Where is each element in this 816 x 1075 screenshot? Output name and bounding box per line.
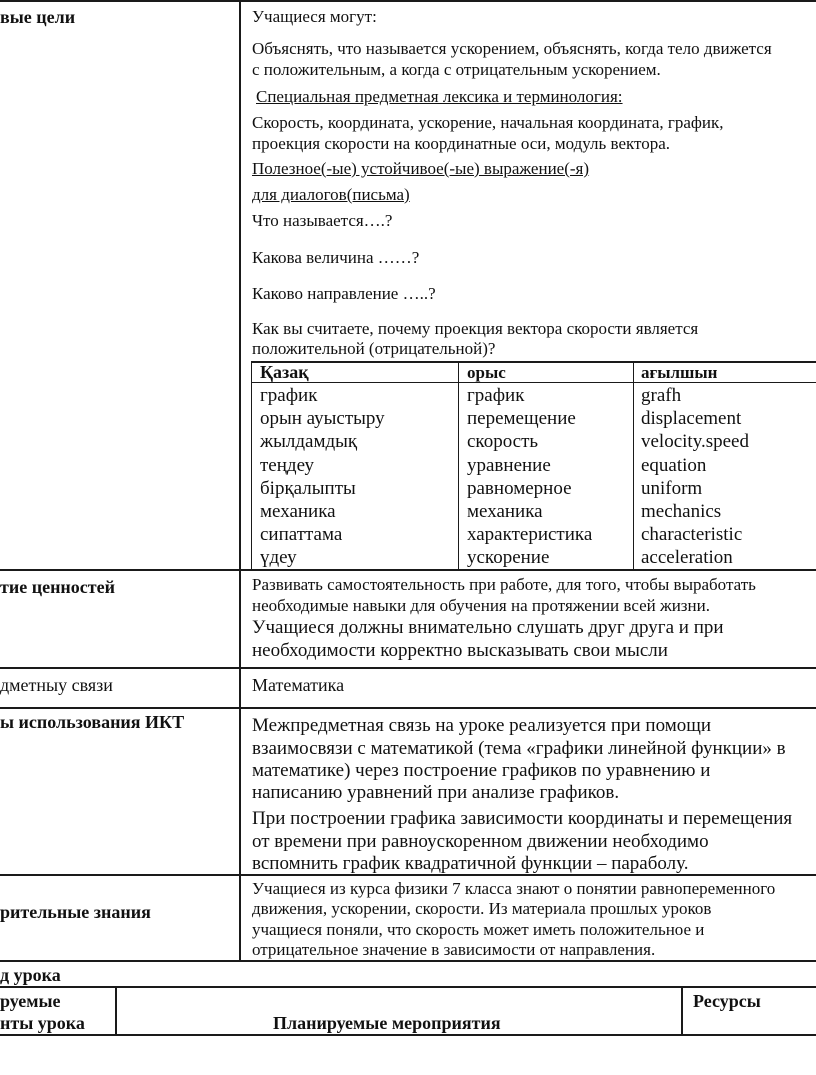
- vocab-cell: velocity.speed: [641, 431, 749, 453]
- rule-top: [0, 0, 816, 2]
- question-1: Что называется….?: [252, 211, 393, 230]
- goals-objective-line-2: с положительным, а когда с отрицательным ускорением.: [252, 60, 661, 79]
- vocab-cell: скорость: [467, 431, 539, 453]
- lexis-line-2: проекция скорости на координатные оси, модуль вектора.: [252, 134, 671, 153]
- vocab-cell: механика: [467, 500, 543, 522]
- prior-line-1: Учащиеся из курса физики 7 класса знают о понятии равнопеременного: [252, 879, 776, 898]
- vocab-header-english: ағылшын: [641, 363, 718, 382]
- ict-para2-line-1: При построении графика зависимости координаты и перемещения: [252, 808, 793, 829]
- question-long-line-2: положительной (отрицательной)?: [252, 339, 496, 358]
- prior-line-2: движения, ускорении, скорости. Из материала прошлых уроков: [252, 899, 712, 918]
- vocab-cell: equation: [641, 454, 707, 476]
- lesson-col3-header: Ресурсы: [693, 991, 761, 1011]
- question-long-line-1: Как вы считаете, почему проекция вектора скорости является: [252, 319, 699, 338]
- phrases-heading-1: Полезное(-ые) устойчивое(-ые) выражение(-я): [252, 159, 590, 178]
- vocab-rule-header: [251, 382, 816, 383]
- vocab-cell: uniform: [641, 477, 703, 499]
- ict-para1-line-2: взаимосвязи с математикой (тема «графики линейной функции» в: [252, 738, 786, 759]
- row-label-goals: вые цели: [0, 7, 76, 27]
- ict-para1-line-4: написанию уравнений при анализе графиков.: [252, 782, 620, 803]
- lexis-heading: Специальная предметная лексика и терминология:: [256, 87, 623, 106]
- lesson-col1-line-2: нты урока: [0, 1013, 85, 1033]
- vocab-cell: график: [260, 385, 318, 406]
- vocab-col-russian: [467, 384, 592, 570]
- vocab-rule-left: [251, 361, 252, 569]
- goals-objective-line-1: Объяснять, что называется ускорением, объяснять, когда тело движется: [252, 39, 772, 58]
- rule-lesson-top: [0, 986, 816, 988]
- vocab-cell: бірқалыпты: [260, 477, 356, 499]
- question-2: Какова величина ……?: [252, 248, 420, 267]
- vocab-col-kazakh: [260, 384, 385, 570]
- rule-row-ict: [0, 707, 816, 709]
- vocab-cell: сипаттама: [260, 524, 343, 546]
- vocab-cell: ускорение: [467, 547, 550, 569]
- vocab-cell: жылдамдық: [260, 431, 358, 453]
- rule-lesson-col2: [681, 986, 683, 1036]
- row-label-values: тие ценностей: [0, 577, 115, 597]
- values-line-1: Развивать самостоятельность при работе, для того, чтобы выработать: [252, 575, 756, 594]
- vocab-cell: mechanics: [641, 500, 722, 522]
- vocab-cell: уравнение: [467, 454, 551, 476]
- cross-text: Математика: [252, 675, 345, 695]
- values-line-4: необходимости корректно высказывать свои мысли: [252, 640, 668, 661]
- values-line-3: Учащиеся должны внимательно слушать друг друга и при: [252, 617, 724, 638]
- question-3: Каково направление …..?: [252, 284, 436, 303]
- vocab-header-russian: орыс: [467, 363, 506, 382]
- vocab-rule-mid1: [458, 361, 459, 569]
- prior-line-3: учащиеся поняли, что скорость может иметь положительное и: [252, 920, 705, 939]
- lexis-line-1: Скорость, координата, ускорение, начальная координата, график,: [252, 113, 724, 132]
- row-label-cross: дметныу связи: [0, 675, 113, 695]
- lesson-title: д урока: [0, 965, 61, 985]
- ict-para1-line-3: математике) через построение графиков по уравнению и: [252, 760, 711, 781]
- vocab-cell: grafh: [641, 385, 682, 406]
- vocab-cell: displacement: [641, 408, 742, 430]
- vocab-cell: график: [467, 385, 525, 406]
- vocab-cell: орын ауыстыру: [260, 408, 385, 430]
- rule-col-divider: [239, 0, 241, 962]
- ict-para1-line-1: Межпредметная связь на уроке реализуется при помощи: [252, 715, 712, 736]
- lesson-col1-line-1: руемые: [0, 991, 61, 1011]
- goals-intro: Учащиеся могут:: [252, 7, 377, 26]
- row-label-ict: ы использования ИКТ: [0, 712, 185, 732]
- vocab-rule-mid2: [633, 361, 634, 569]
- row-label-prior: рительные знания: [0, 902, 151, 922]
- vocab-cell: characteristic: [641, 524, 743, 546]
- vocab-cell: характеристика: [467, 524, 593, 546]
- vocab-cell: теңдеу: [260, 454, 315, 476]
- values-line-2: необходимые навыки для обучения на протяжении всей жизни.: [252, 596, 710, 615]
- vocab-cell: механика: [260, 500, 336, 522]
- vocab-col-english: [641, 384, 749, 570]
- vocab-cell: перемещение: [467, 408, 576, 430]
- phrases-heading-2: для диалогов(письма): [252, 185, 410, 204]
- lesson-col2-header: Планируемые мероприятия: [273, 1013, 501, 1033]
- rule-lesson-col1: [115, 986, 117, 1036]
- vocab-rule-top: [251, 361, 816, 363]
- rule-row-cross: [0, 667, 816, 669]
- prior-line-4: отрицательное значение в зависимости от направления.: [252, 940, 656, 959]
- ict-para2-line-3: вспомнить график квадратичной функции – параболу.: [252, 853, 689, 874]
- vocab-cell: үдеу: [260, 547, 297, 569]
- vocab-cell: равномерное: [467, 477, 572, 499]
- vocab-cell: acceleration: [641, 547, 733, 569]
- vocab-header-kazakh: Қазақ: [260, 362, 309, 382]
- ict-para2-line-2: от времени при равноускоренном движении необходимо: [252, 831, 709, 852]
